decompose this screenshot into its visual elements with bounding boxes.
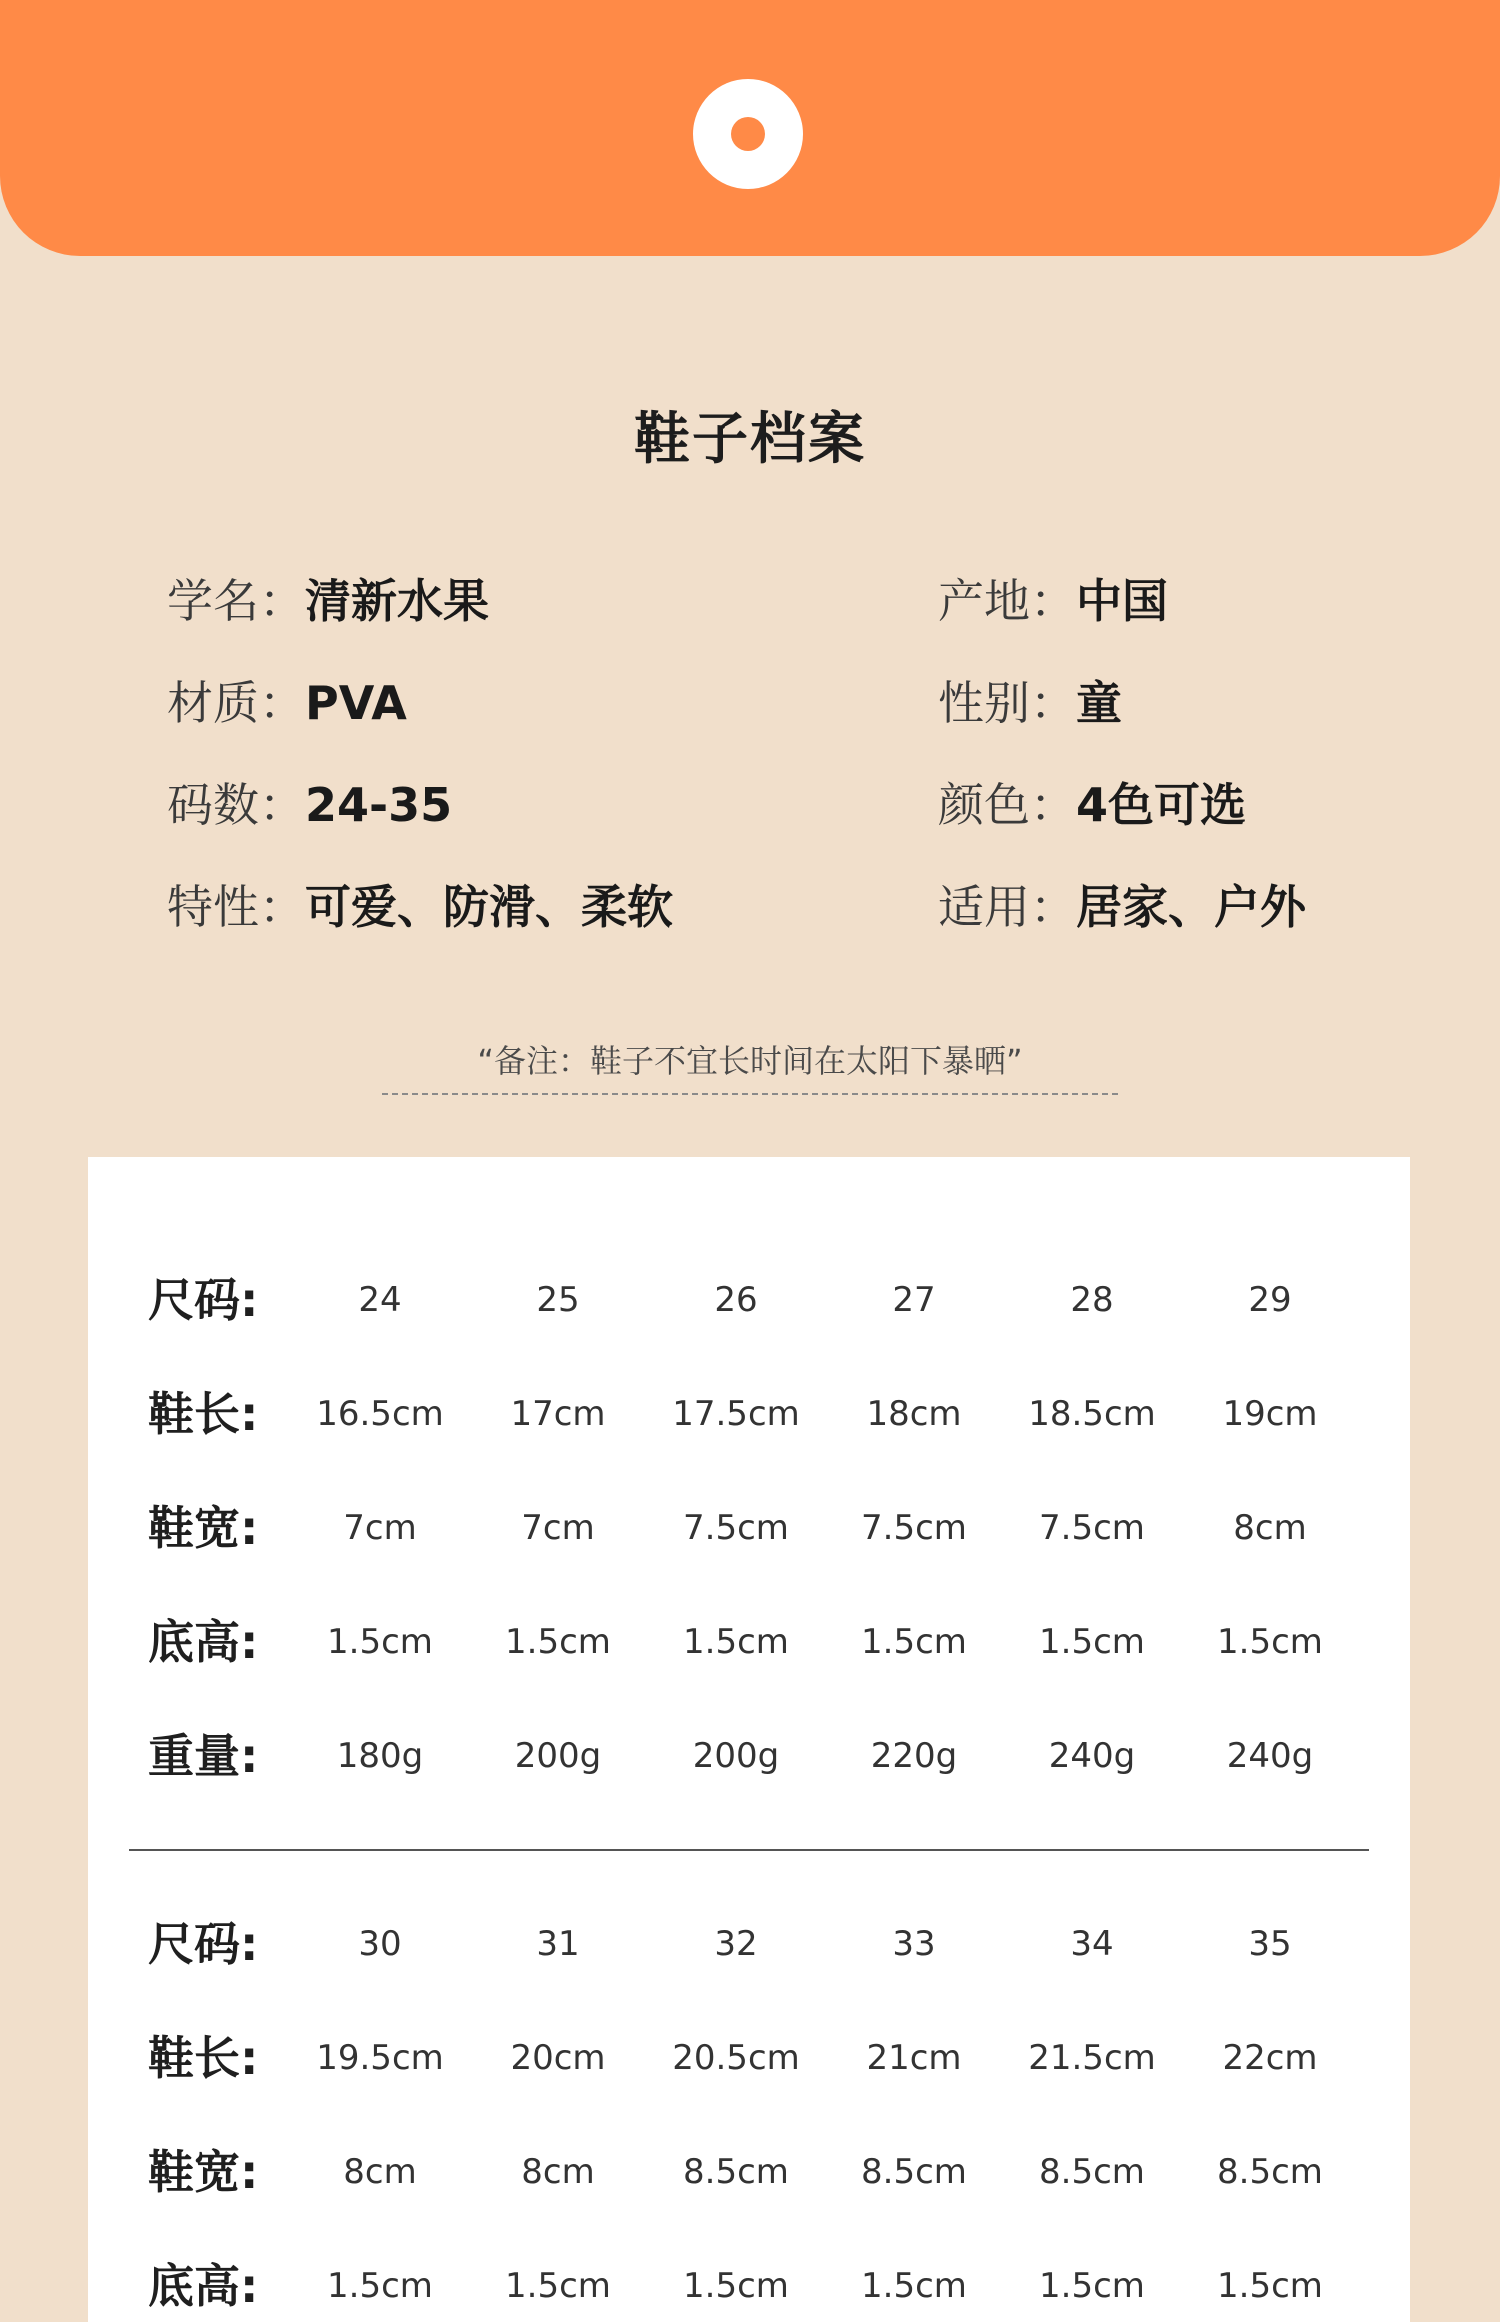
info-key: 产地：	[938, 574, 1076, 628]
info-gender	[938, 673, 1122, 733]
table-cell: 8.5cm	[861, 2152, 967, 2192]
table-cell: 21cm	[866, 2038, 962, 2078]
table-cell: 24	[358, 1280, 402, 1320]
table-cell: 7cm	[343, 1508, 417, 1548]
table-cell: 32	[714, 1924, 758, 1964]
table-cell: 180g	[336, 1736, 424, 1776]
table-cell: 220g	[870, 1736, 958, 1776]
table-cell: 17cm	[510, 1394, 606, 1434]
info-material	[167, 673, 407, 733]
table-cell: 28	[1070, 1280, 1114, 1320]
row-label: 底高:	[148, 1615, 259, 1669]
row-label: 底高:	[148, 2259, 259, 2313]
table-cell: 19.5cm	[316, 2038, 444, 2078]
table-cell: 7.5cm	[1039, 1508, 1145, 1548]
table-cell: 1.5cm	[861, 2266, 967, 2306]
table-cell: 1.5cm	[327, 1622, 433, 1662]
info-key: 性别：	[938, 676, 1076, 730]
table-row	[88, 1607, 1410, 1677]
table-cell: 1.5cm	[1217, 1622, 1323, 1662]
table-cell: 8.5cm	[1217, 2152, 1323, 2192]
info-key: 颜色：	[938, 778, 1076, 832]
info-key: 特性：	[167, 880, 305, 934]
table-cell: 18.5cm	[1028, 1394, 1156, 1434]
table-cell: 17.5cm	[672, 1394, 800, 1434]
table-cell: 18cm	[866, 1394, 962, 1434]
info-value: PVA	[305, 676, 407, 730]
table-cell: 8.5cm	[1039, 2152, 1145, 2192]
table-cell: 33	[892, 1924, 936, 1964]
table-cell: 1.5cm	[327, 2266, 433, 2306]
table-row	[88, 2023, 1410, 2093]
row-label: 尺码:	[148, 1917, 259, 1971]
table-cell: 20.5cm	[672, 2038, 800, 2078]
table-cell: 7.5cm	[683, 1508, 789, 1548]
table-cell: 30	[358, 1924, 402, 1964]
info-color	[938, 775, 1246, 835]
table-cell: 19cm	[1222, 1394, 1318, 1434]
info-key: 材质：	[167, 676, 305, 730]
table-row	[88, 1493, 1410, 1563]
table-row	[88, 1265, 1410, 1335]
table-cell: 1.5cm	[1217, 2266, 1323, 2306]
table-cell: 1.5cm	[683, 2266, 789, 2306]
page-title: 鞋子档案	[634, 407, 866, 472]
info-value: 中国	[1076, 574, 1168, 628]
info-key: 适用：	[938, 880, 1076, 934]
table-cell: 1.5cm	[683, 1622, 789, 1662]
table-cell: 7.5cm	[861, 1508, 967, 1548]
table-cell: 1.5cm	[1039, 1622, 1145, 1662]
table-cell: 240g	[1048, 1736, 1136, 1776]
info-value: 居家、户外	[1076, 880, 1306, 934]
table-divider	[129, 1849, 1369, 1851]
table-cell: 31	[536, 1924, 580, 1964]
table-cell: 7cm	[521, 1508, 595, 1548]
info-usage	[938, 877, 1306, 937]
table-cell: 16.5cm	[316, 1394, 444, 1434]
info-value: 可爱、防滑、柔软	[305, 880, 673, 934]
table-cell: 8cm	[521, 2152, 595, 2192]
table-cell: 27	[892, 1280, 936, 1320]
row-label: 鞋宽:	[148, 2145, 259, 2199]
row-label: 重量:	[148, 1729, 259, 1783]
table-cell: 1.5cm	[505, 1622, 611, 1662]
info-key: 学名：	[167, 574, 305, 628]
info-value: 24-35	[305, 778, 453, 832]
table-row	[88, 2251, 1410, 2321]
table-cell: 29	[1248, 1280, 1292, 1320]
row-label: 尺码:	[148, 1273, 259, 1327]
table-cell: 8.5cm	[683, 2152, 789, 2192]
info-features	[167, 877, 673, 937]
info-value: 童	[1076, 676, 1122, 730]
table-cell: 26	[714, 1280, 758, 1320]
table-row	[88, 1721, 1410, 1791]
info-value: 清新水果	[305, 574, 489, 628]
table-cell: 8cm	[1233, 1508, 1307, 1548]
note-divider	[382, 1093, 1118, 1095]
info-value: 4色可选	[1076, 778, 1247, 832]
table-cell: 8cm	[343, 2152, 417, 2192]
table-row	[88, 2137, 1410, 2207]
table-cell: 1.5cm	[1039, 2266, 1145, 2306]
row-label: 鞋宽:	[148, 1501, 259, 1555]
table-cell: 200g	[692, 1736, 780, 1776]
table-cell: 25	[536, 1280, 580, 1320]
info-origin	[938, 571, 1168, 631]
row-label: 鞋长:	[148, 2031, 259, 2085]
table-cell: 34	[1070, 1924, 1114, 1964]
table-row	[88, 1909, 1410, 1979]
info-key: 码数：	[167, 778, 305, 832]
table-cell: 200g	[514, 1736, 602, 1776]
info-scientific-name	[167, 571, 489, 631]
table-cell: 21.5cm	[1028, 2038, 1156, 2078]
table-cell: 22cm	[1222, 2038, 1318, 2078]
size-chart-card	[88, 1157, 1410, 2322]
table-row	[88, 1379, 1410, 1449]
care-note: “备注：鞋子不宜长时间在太阳下暴晒”	[477, 1042, 1023, 1080]
table-cell: 1.5cm	[861, 1622, 967, 1662]
table-cell: 35	[1248, 1924, 1292, 1964]
row-label: 鞋长:	[148, 1387, 259, 1441]
ring-icon	[693, 79, 803, 189]
table-cell: 240g	[1226, 1736, 1314, 1776]
top-banner	[0, 0, 1500, 256]
table-cell: 20cm	[510, 2038, 606, 2078]
info-size-range	[167, 775, 452, 835]
table-cell: 1.5cm	[505, 2266, 611, 2306]
